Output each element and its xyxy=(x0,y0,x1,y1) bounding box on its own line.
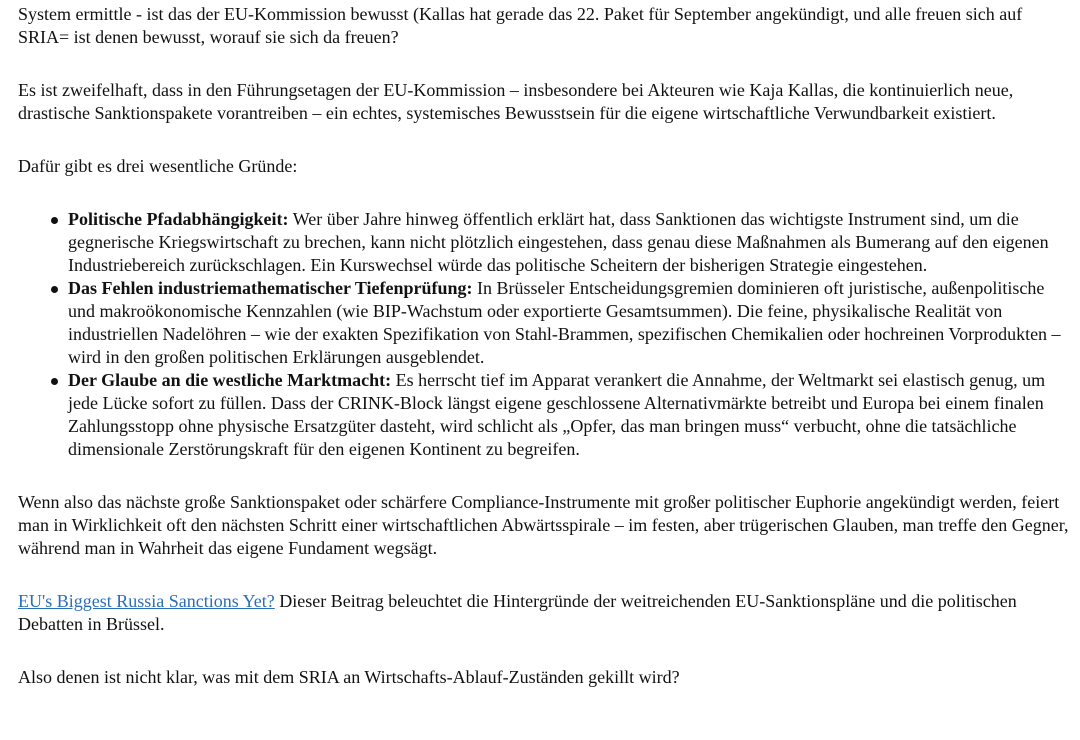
list-item-text: Es herrscht tief im Apparat verankert die Annahme, der Weltmarkt sei elastisch genug, um jede Lücke sofort zu füllen. Dass der CRINK-Block längst eigene geschlossene Alternativmärkte betreibt und Europa bei einem finalen Zahlungsstopp ohne physische Ersatzgüter dasteht, wird schlicht als „Opfer, das man bringen muss“ verbucht, ohne die tatsächliche dimensionale Zerstörungskraft für den eigenen Kontinent zu begreifen. xyxy=(68,370,1046,459)
list-item xyxy=(68,369,1072,461)
source-link[interactable]: EU's Biggest Russia Sanctions Yet? xyxy=(18,591,275,611)
list-item xyxy=(68,208,1072,277)
list-item-text: Wer über Jahre hinweg öffentlich erklärt hat, dass Sanktionen das wichtigste Instrument sind, um die gegnerische Kriegswirtschaft zu brechen, kann nicht plötzlich eingestehen, dass genau diese Maßnahmen als Bumerang auf den eigenen Industriebereich zurückschlagen. Ein Kurswechsel würde das politische Scheitern der bisherigen Strategie eingestehen. xyxy=(68,209,1049,275)
list-item-title: Das Fehlen industriemathematischer Tiefenprüfung: xyxy=(68,278,473,298)
list-item xyxy=(68,277,1072,369)
reasons-list xyxy=(18,208,1072,461)
question-paragraph: System ermittle - ist das der EU-Kommission bewusst (Kallas hat gerade das 22. Paket für September angekündigt, und alle freuen sich auf SRIA= ist denen bewusst, worauf sie sich da freuen? xyxy=(18,4,1023,47)
list-item-text: In Brüsseler Entscheidungsgremien dominieren oft juristische, außenpolitische und makroökonomische Kennzahlen (wie BIP-Wachstum oder exportierte Gesamtsummen). Die feine, physikalische Realität von industriellen Nadelöhren – wie der exakten Spezifikation von Stahl-Brammen, spezifischen Chemikalien oder hochreinen Vorprodukten – wird in den großen politischen Erklärungen ausgeblendet. xyxy=(68,278,1061,367)
bullet-icon xyxy=(51,217,58,224)
bullet-icon xyxy=(51,286,58,293)
message-body xyxy=(18,3,1072,689)
bullet-icon xyxy=(51,378,58,385)
conclusion-paragraph: Wenn also das nächste große Sanktionspaket oder schärfere Compliance-Instrumente mit großer politischer Euphorie angekündigt werden, feiert man in Wirklichkeit oft den nächsten Schritt einer wirtschaftlichen Abwärtsspirale – im festen, aber trügerischen Glauben, man treffe den Gegner, während man in Wahrheit das eigene Fundament wegsägt. xyxy=(18,492,1069,558)
list-item-title: Der Glaube an die westliche Marktmacht: xyxy=(68,370,392,390)
source-paragraph xyxy=(18,590,1072,636)
intro-paragraph: Es ist zweifelhaft, dass in den Führungsetagen der EU-Kommission – insbesondere bei Akteuren wie Kaja Kallas, die kontinuierlich neue, drastische Sanktionspakete vorantreiben – ein echtes, systemisches Bewusstsein für die eigene wirtschaftliche Verwundbarkeit existiert. xyxy=(18,80,1014,123)
source-description: Dieser Beitrag beleuchtet die Hintergründe der weitreichenden EU-Sanktionspläne und die politischen Debatten in Brüssel. xyxy=(18,591,1017,634)
followup-paragraph: Also denen ist nicht klar, was mit dem SRIA an Wirtschafts-Ablauf-Zuständen gekillt wird? xyxy=(18,667,680,687)
list-item-title: Politische Pfadabhängigkeit: xyxy=(68,209,289,229)
reasons-lead-paragraph: Dafür gibt es drei wesentliche Gründe: xyxy=(18,156,298,176)
